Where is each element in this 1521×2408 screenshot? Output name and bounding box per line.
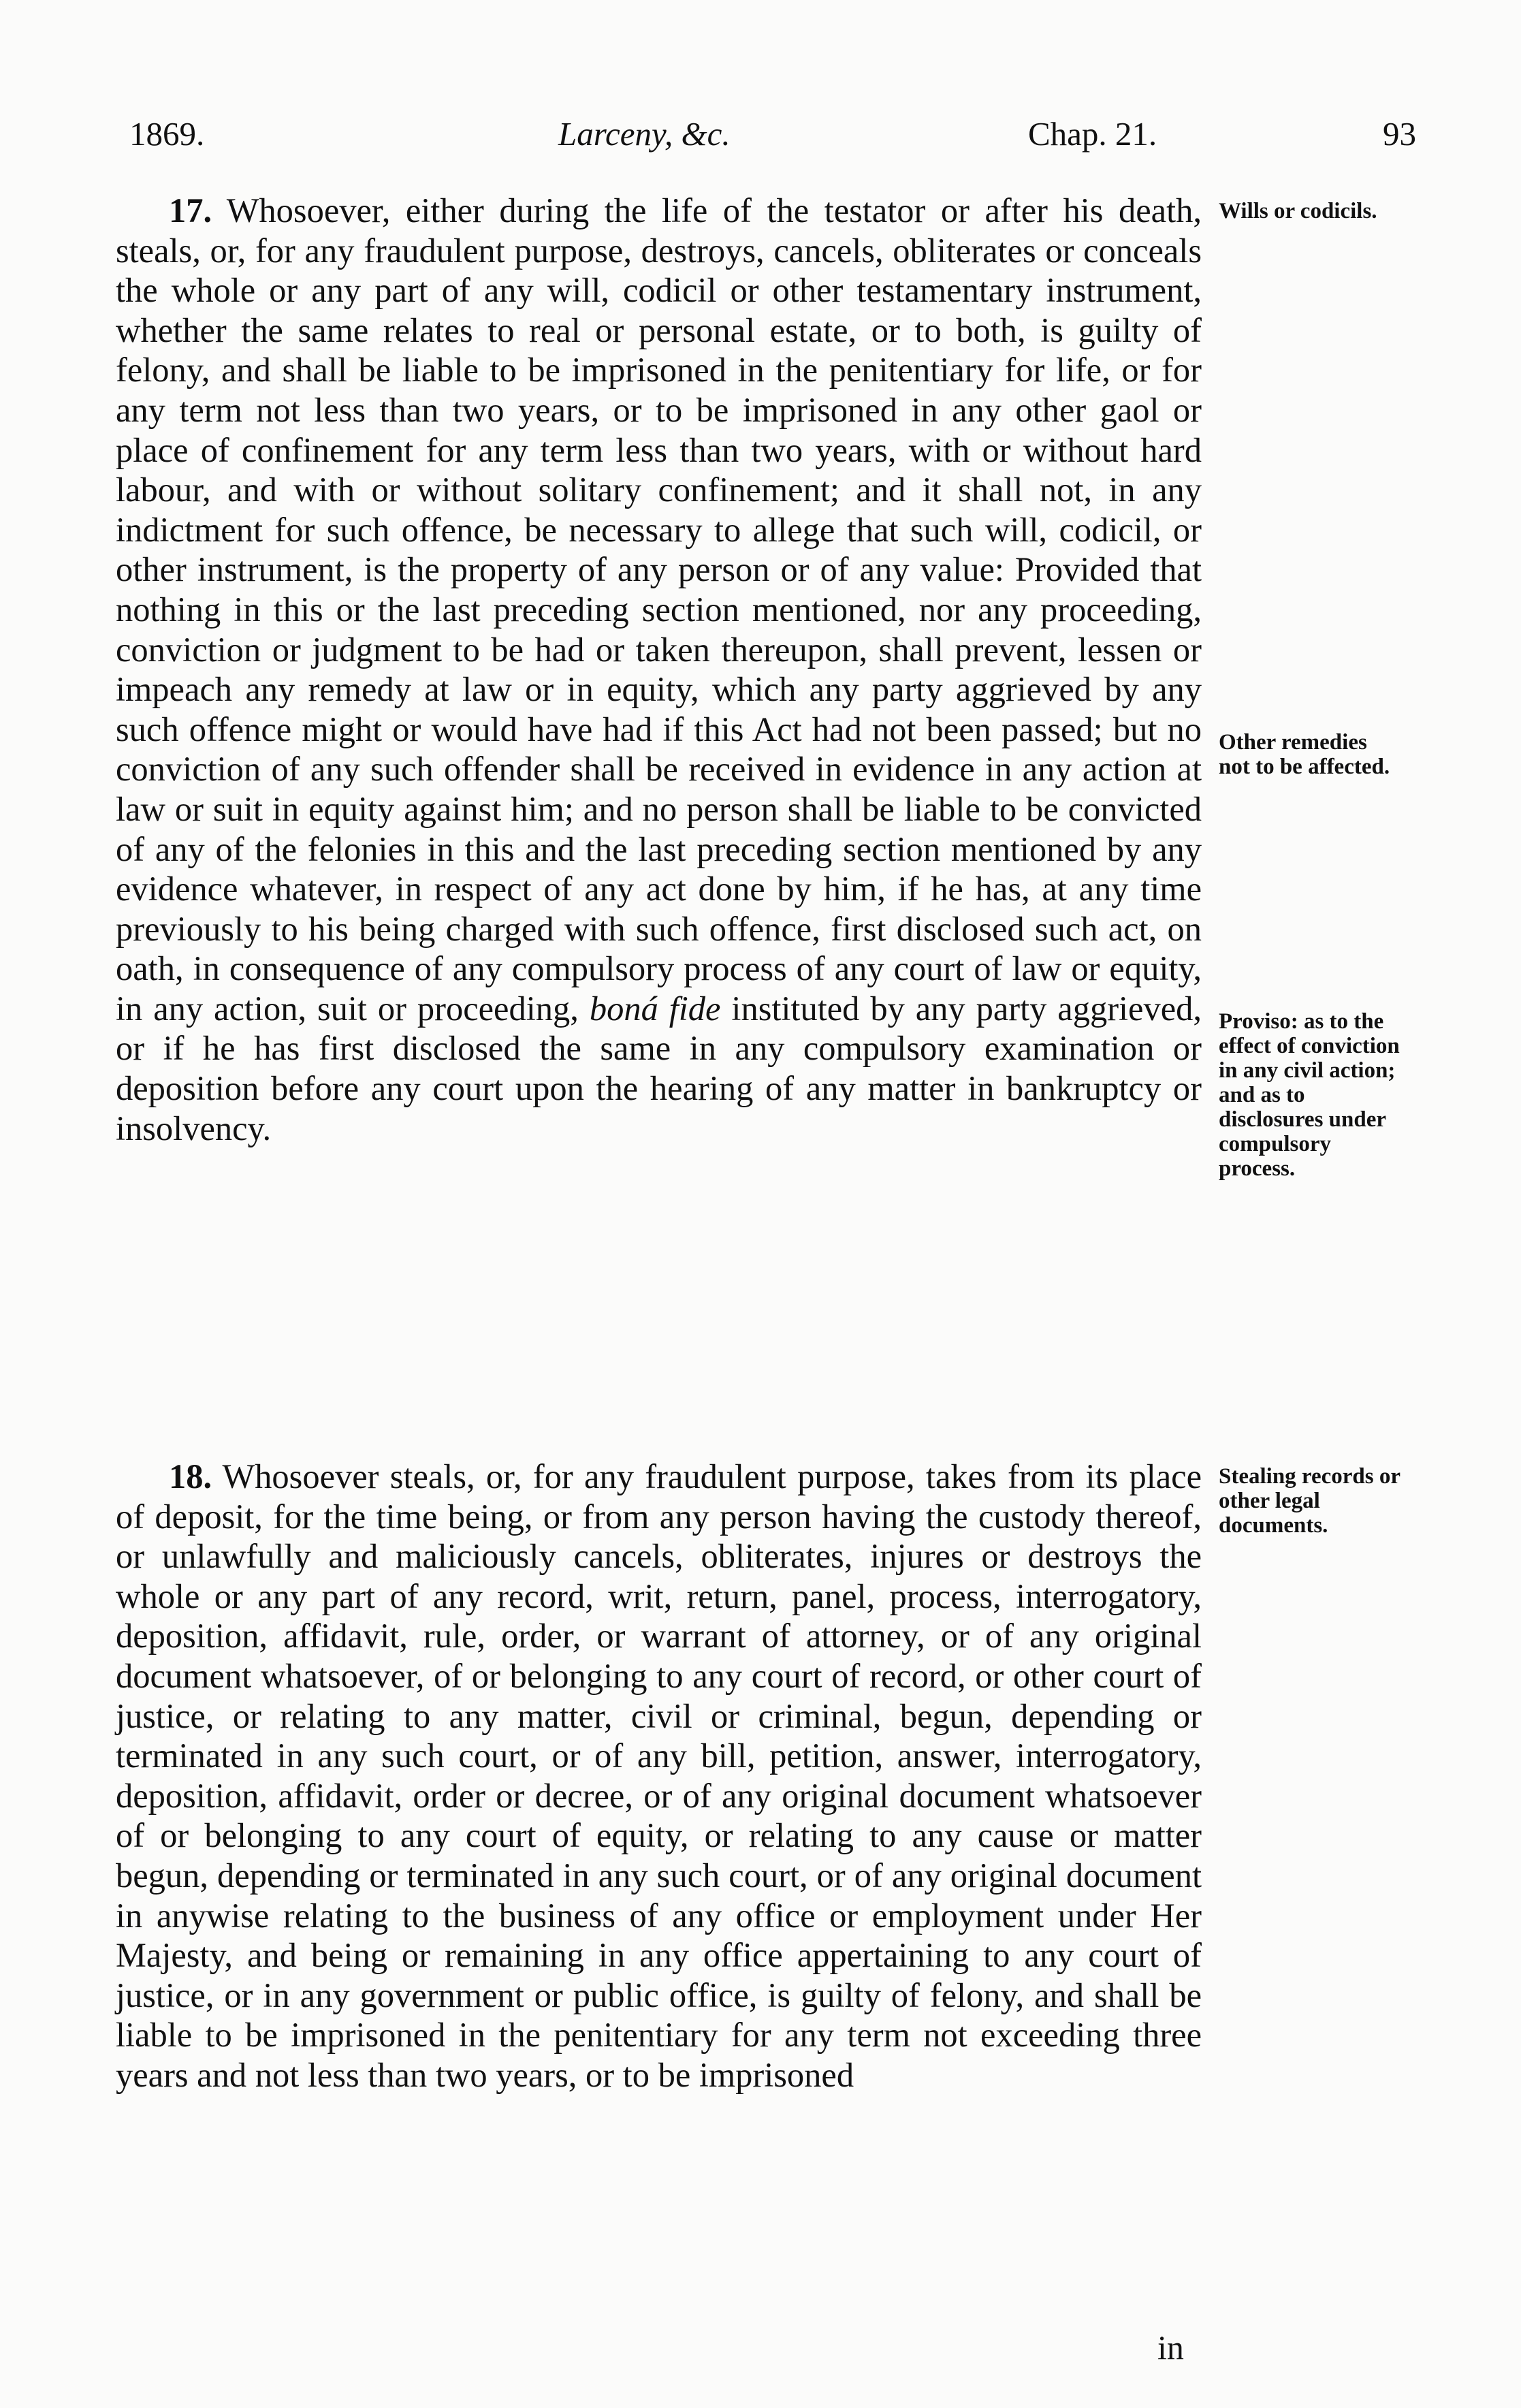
section-17-text-b: instituted by any party aggrieved, or if he has first disclosed the same in any compulsory examination or deposition before any court upon the hearing of any matter in bankruptcy or insolvency.	[116, 989, 1202, 1147]
section-18-text: Whosoever steals, or, for any fraudulent purpose, takes from its place of deposit, for the time being, or from any person having the custody thereof, or unlawfully and maliciously cancels, obliterates, injures or destroys the whole or any part of any record, writ, return, panel, process, interrogatory, deposition, affidavit, rule, order, or warrant of attorney, or of any original document whatsoever, of or belonging to any court of record, or other court of justice, or relating to any matter, civil or criminal, begun, depending or terminated in any such court, or of any bill, petition, answer, interrogatory, deposition, affidavit, order or decree, or of any original document whatsoever of or belonging to any court of equity, or relating to any cause or matter begun, depending or terminated in any such court, or of any original document in anywise relating to the business of any office or employment under Her Majesty, and being or remaining in any office appertaining to any court of justice, or in any government or public office, is guilty of felony, and shall be liable to be imprisoned in the penitentiary for any term not exceeding three years and not less than two years, or to be imprisoned	[116, 1457, 1202, 2094]
margin-note-other-remedies: Other remedies not to be affected.	[1219, 730, 1390, 779]
header-title: Larceny, &c.	[558, 115, 731, 153]
section-18-number: 18.	[169, 1457, 212, 1495]
section-17-paragraph	[116, 191, 1202, 1148]
section-17	[116, 191, 1202, 1148]
section-17-number: 17.	[169, 191, 212, 229]
catchword: in	[1157, 2328, 1184, 2366]
section-17-italic-term: boná fide	[589, 989, 721, 1028]
section-17-text-a: Whosoever, either during the life of the testator or after his death, steals, or, for any fraudulent purpose, destroys, cancels, obliterates or conceals the whole or any part of any will, codicil or other testamentary instrument, whether the same relates to real or personal estate, or to both, is guilty of felony, and shall be liable to be imprisoned in the penitentiary for life, or for any term not less than two years, or to be imprisoned in any other gaol or place of confinement for any term less than two years, with or without hard labour, and with or without solitary confinement; and it shall not, in any indictment for such offence, be necessary to allege that such will, codicil, or other instrument, is the property of any person or of any value: Provided that nothing in this or the last preceding section mentioned, nor any proceeding, conviction or judgment to be had or taken thereupon, shall prevent, lessen or impeach any remedy at law or in equity, which any party aggrieved by any such offence might or would have had if this Act had not been passed; but no conviction of any such offender shall be received in evidence in any action at law or suit in equity against him; and no person shall be liable to be convicted of any of the felonies in this and the last preceding section mentioned by any evidence whatever, in respect of any act done by him, if he has, at any time previously to his being charged with such offence, first disclosed such act, on oath, in consequence of any compulsory process of any court of law or equity, in any action, suit or proceeding,	[116, 191, 1202, 1028]
margin-note-proviso: Proviso: as to the effect of conviction in any civil action; and as to disclosures under compulsory process.	[1219, 1009, 1400, 1181]
running-header	[129, 114, 1416, 163]
margin-note-wills: Wills or codicils.	[1219, 199, 1377, 223]
section-18	[116, 1457, 1202, 2095]
section-18-paragraph	[116, 1457, 1202, 2095]
header-chapter: Chap. 21.	[1028, 115, 1157, 153]
page-number: 93	[1383, 115, 1416, 153]
header-year: 1869.	[129, 115, 205, 153]
margin-note-stealing-records: Stealing records or other legal documents.	[1219, 1464, 1400, 1538]
